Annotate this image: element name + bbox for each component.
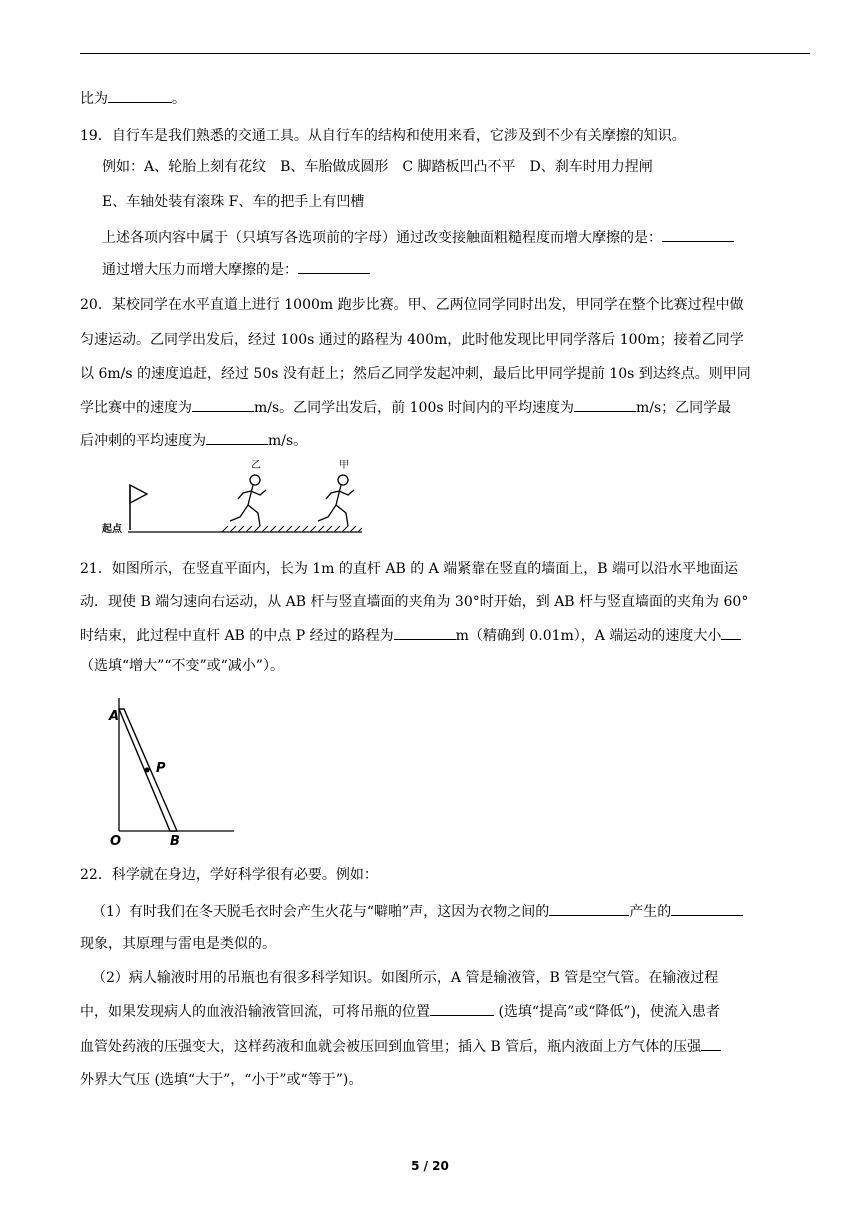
start-label: 起点 (102, 524, 122, 535)
rod-figure (104, 693, 244, 848)
q20-stem-1: 20．某校同学在水平直道上进行 1000m 跑步比赛。甲、乙两位同学同时出发，甲同学在整个比赛过程中做 (80, 297, 744, 313)
runner-jia-icon (318, 475, 354, 526)
q22-stem: 22．科学就在身边，学好科学很有必要。例如： (80, 867, 378, 883)
q21-stem-4: （选填“增大”“不变”或“减小”）。 (80, 658, 284, 674)
q22-part2-2: 中，如果发现病人的血液沿输液管回流，可将吊瓶的位置 (选填“提高”或“降低”)，使流入患者 (80, 1001, 720, 1022)
q19-stem: 19．自行车是我们熟悉的交通工具。从自行车的结构和使用来看，它涉及到不少有关摩擦的知识。 (80, 128, 686, 144)
q22-part1-cont: 现象，其原理与雷电是类似的。 (80, 936, 276, 952)
prev-question-tail: 比为 。 (80, 88, 186, 109)
answer-blank[interactable] (192, 397, 254, 412)
label-a: A (109, 709, 120, 724)
q19-prompt-roughness: 上述各项内容中属于（只填写各选项前的字母）通过改变接触面粗糙程度而增大摩擦的是： (102, 227, 734, 248)
label-b: B (170, 834, 180, 848)
q19-examples-1: 例如：A、轮胎上刻有花纹 B、车胎做成圆形 C 脚踏板凹凸不平 D、刹车时用力捏闸 (102, 159, 653, 175)
q20-stem-2: 匀速运动。乙同学出发后，经过 100s 通过的路程为 400m，此时他发现比甲同学落后 100m；接着乙同学 (80, 332, 744, 348)
q20-stem-4: 学比赛中的速度为 m/s。乙同学出发后，前 100s 时间内的平均速度为 m/s；乙同学最 (80, 397, 731, 418)
runner-yi-icon (230, 475, 266, 526)
answer-blank[interactable] (574, 397, 636, 412)
label-o: O (110, 834, 122, 848)
answer-blank[interactable] (671, 901, 743, 916)
answer-blank[interactable] (394, 625, 456, 640)
q20-stem-3: 以 6m/s 的速度追赶，经过 50s 没有赶上；然后乙同学发起冲刺，最后比甲同学提前 10s 到达终点。则甲同 (80, 366, 751, 382)
q21-stem-1: 21．如图所示，在竖直平面内，长为 1m 的直杆 AB 的 A 端紧靠在竖直的墙面上，B 端可以沿水平地面运 (80, 561, 738, 577)
q22-part1: （1）有时我们在冬天脱毛衣时会产生火花与“噼啪”声，这因为衣物之间的 产生的 (92, 901, 743, 922)
start-flag-icon (130, 485, 147, 530)
q21-stem-2: 动．现使 B 端匀速向右运动，从 AB 杆与竖直墙面的夹角为 30°时开始，到 AB 杆与竖直墙面的夹角为 60° (80, 594, 749, 610)
label-p: P (156, 761, 166, 776)
answer-blank[interactable] (430, 1001, 494, 1016)
race-figure (100, 455, 370, 545)
ground-hatch (222, 526, 362, 532)
q21-stem-3: 时结束，此过程中直杆 AB 的中点 P 经过的路程为 m（精确到 0.01m），A 端运动的速度大小 (80, 625, 741, 646)
header-rule (80, 53, 810, 54)
answer-blank[interactable] (721, 625, 741, 640)
answer-blank[interactable] (206, 430, 268, 445)
answer-blank[interactable] (298, 259, 370, 274)
runner-yi-label: 乙 (251, 460, 261, 471)
answer-blank[interactable] (701, 1036, 721, 1051)
q22-part2-1: （2）病人输液时用的吊瓶也有很多科学知识。如图所示，A 管是输液管，B 管是空气管。在输液过程 (92, 970, 719, 986)
answer-blank[interactable] (108, 88, 172, 103)
q19-examples-2: E、车轴处装有滚珠 F、车的把手上有凹槽 (102, 194, 365, 210)
answer-blank[interactable] (549, 901, 629, 916)
q19-prompt-pressure: 通过增大压力而增大摩擦的是： (102, 259, 370, 280)
answer-blank[interactable] (662, 227, 734, 242)
q22-part2-4: 外界大气压 (选填“大于”，“小于”或“等于”)。 (80, 1072, 363, 1088)
midpoint-p (145, 768, 150, 773)
runner-jia-label: 甲 (339, 460, 349, 471)
q22-part2-3: 血管处药液的压强变大，这样药液和血就会被压回到血管里；插入 B 管后，瓶内液面上方气体的压强 (80, 1036, 721, 1057)
q20-stem-5: 后冲刺的平均速度为 m/s。 (80, 430, 307, 451)
page-number: 5 / 20 (411, 1159, 449, 1173)
